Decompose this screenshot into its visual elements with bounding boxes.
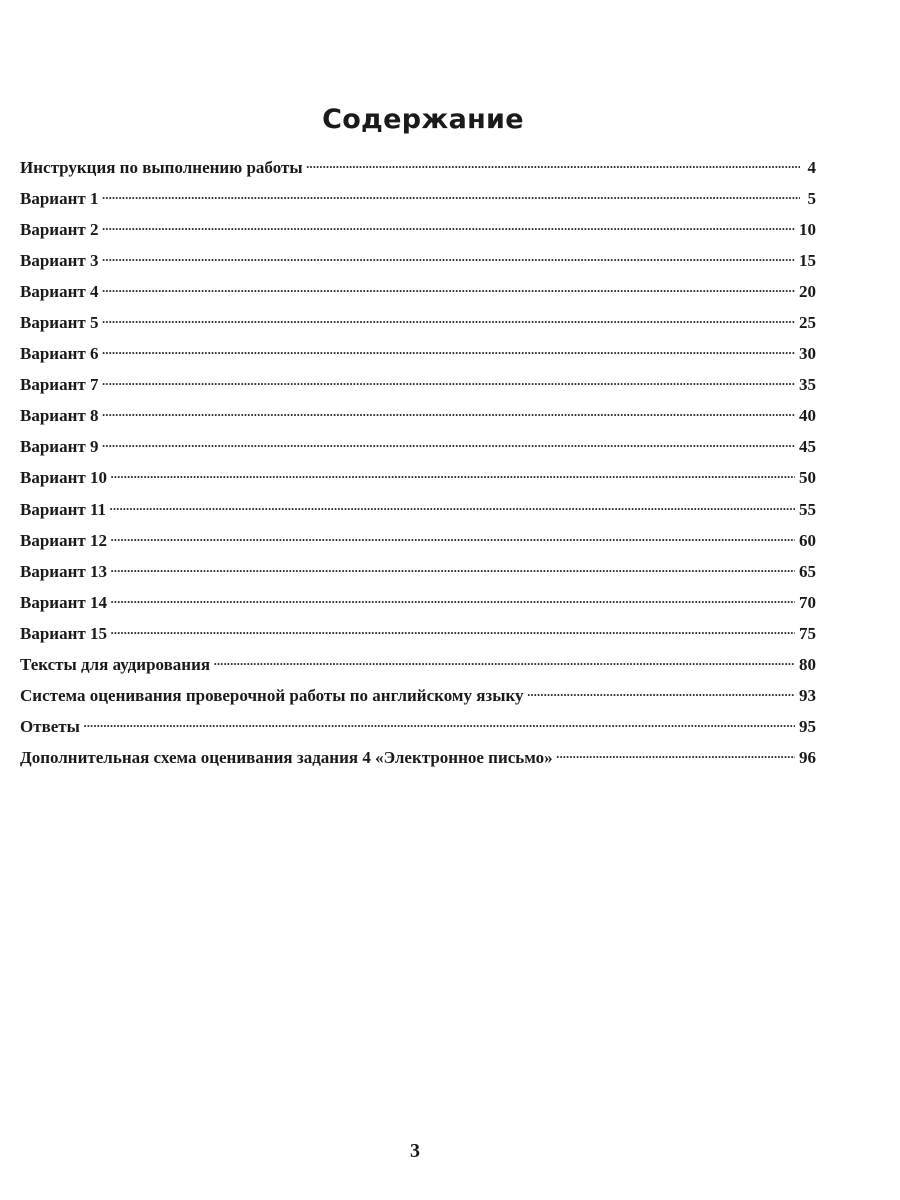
toc-entry-page: 95 <box>799 716 816 736</box>
toc-entry-label: Вариант 13 <box>20 561 107 581</box>
toc-entry-label: Дополнительная схема оценивания задания 4 «Электронное письмо» <box>20 747 553 767</box>
toc-entry <box>20 746 816 777</box>
dot-leader <box>527 684 795 701</box>
toc-entry <box>20 249 816 280</box>
dot-leader <box>101 435 795 452</box>
toc-entry-label: Система оценивания проверочной работы по английскому языку <box>20 685 524 705</box>
dot-leader <box>110 529 795 546</box>
toc-entry <box>20 156 816 187</box>
toc-entry-page: 35 <box>799 375 816 395</box>
toc-entry-label: Вариант 8 <box>20 406 99 426</box>
dot-leader <box>83 715 795 732</box>
toc-entry <box>20 311 816 342</box>
toc-entry-label: Вариант 10 <box>20 468 107 488</box>
toc-entry-label: Вариант 4 <box>20 282 99 302</box>
toc-entry <box>20 373 816 404</box>
dot-leader <box>306 156 800 173</box>
toc-entry-label: Вариант 1 <box>20 189 99 209</box>
toc-entry-page: 70 <box>799 592 816 612</box>
dot-leader <box>101 404 795 421</box>
toc-entry-page: 80 <box>799 654 816 674</box>
toc-entry <box>20 591 816 622</box>
toc-entry-label: Вариант 3 <box>20 251 99 271</box>
toc-entry <box>20 498 816 529</box>
page-number: 3 <box>410 1140 420 1162</box>
dot-leader <box>101 280 795 297</box>
toc-entry-label: Вариант 14 <box>20 592 107 612</box>
toc-entry <box>20 560 816 591</box>
toc-entry <box>20 280 816 311</box>
toc-entry-label: Инструкция по выполнению работы <box>20 158 303 177</box>
dot-leader <box>101 373 795 390</box>
toc-entry-page: 55 <box>799 499 816 519</box>
toc-entry-page: 50 <box>799 468 816 488</box>
toc-entry <box>20 622 816 653</box>
toc-entry-page: 25 <box>799 313 816 333</box>
dot-leader <box>101 311 795 328</box>
dot-leader <box>110 591 795 608</box>
toc-entry-label: Вариант 9 <box>20 437 99 457</box>
dot-leader <box>101 342 795 359</box>
toc-entry-page: 45 <box>799 437 816 457</box>
toc-entry <box>20 404 816 435</box>
toc-entry-page: 40 <box>799 406 816 426</box>
toc-entry-page: 60 <box>799 530 816 550</box>
toc-entry-label: Вариант 15 <box>20 623 107 643</box>
toc-entry-label: Вариант 6 <box>20 344 99 364</box>
toc-entry-page: 75 <box>799 623 816 643</box>
dot-leader <box>109 498 795 515</box>
dot-leader <box>101 187 800 204</box>
toc-entry <box>20 715 816 746</box>
toc-entry-page: 93 <box>799 685 816 705</box>
dot-leader <box>101 249 795 266</box>
toc-entry-label: Вариант 11 <box>20 499 107 519</box>
toc-entry-page: 96 <box>799 747 816 767</box>
toc-entry <box>20 342 816 373</box>
dot-leader <box>213 653 795 670</box>
dot-leader <box>556 746 795 763</box>
toc-entry-page: 5 <box>807 189 816 209</box>
toc-entry-label: Вариант 5 <box>20 313 99 333</box>
toc-entry <box>20 466 816 497</box>
dot-leader <box>101 218 795 235</box>
toc-entry-label: Вариант 2 <box>20 220 99 240</box>
toc-entry-page: 65 <box>799 561 816 581</box>
toc-entry-page: 10 <box>799 220 816 240</box>
toc-entry-label: Ответы <box>20 716 80 736</box>
toc-entry-page: 4 <box>807 158 816 177</box>
dot-leader <box>110 466 795 483</box>
toc-entry-page: 15 <box>799 251 816 271</box>
page-title: Содержание <box>322 104 524 135</box>
toc-entry-page: 30 <box>799 344 816 364</box>
toc-entry <box>20 653 816 684</box>
toc-entry <box>20 218 816 249</box>
dot-leader <box>110 560 795 577</box>
toc-entry-label: Вариант 7 <box>20 375 99 395</box>
toc-entry-label: Вариант 12 <box>20 530 107 550</box>
table-of-contents <box>20 156 816 777</box>
toc-entry <box>20 435 816 466</box>
toc-entry <box>20 684 816 715</box>
toc-entry <box>20 529 816 560</box>
toc-entry <box>20 187 816 218</box>
toc-entry-label: Тексты для аудирования <box>20 654 211 674</box>
toc-entry-page: 20 <box>799 282 816 302</box>
dot-leader <box>110 622 795 639</box>
